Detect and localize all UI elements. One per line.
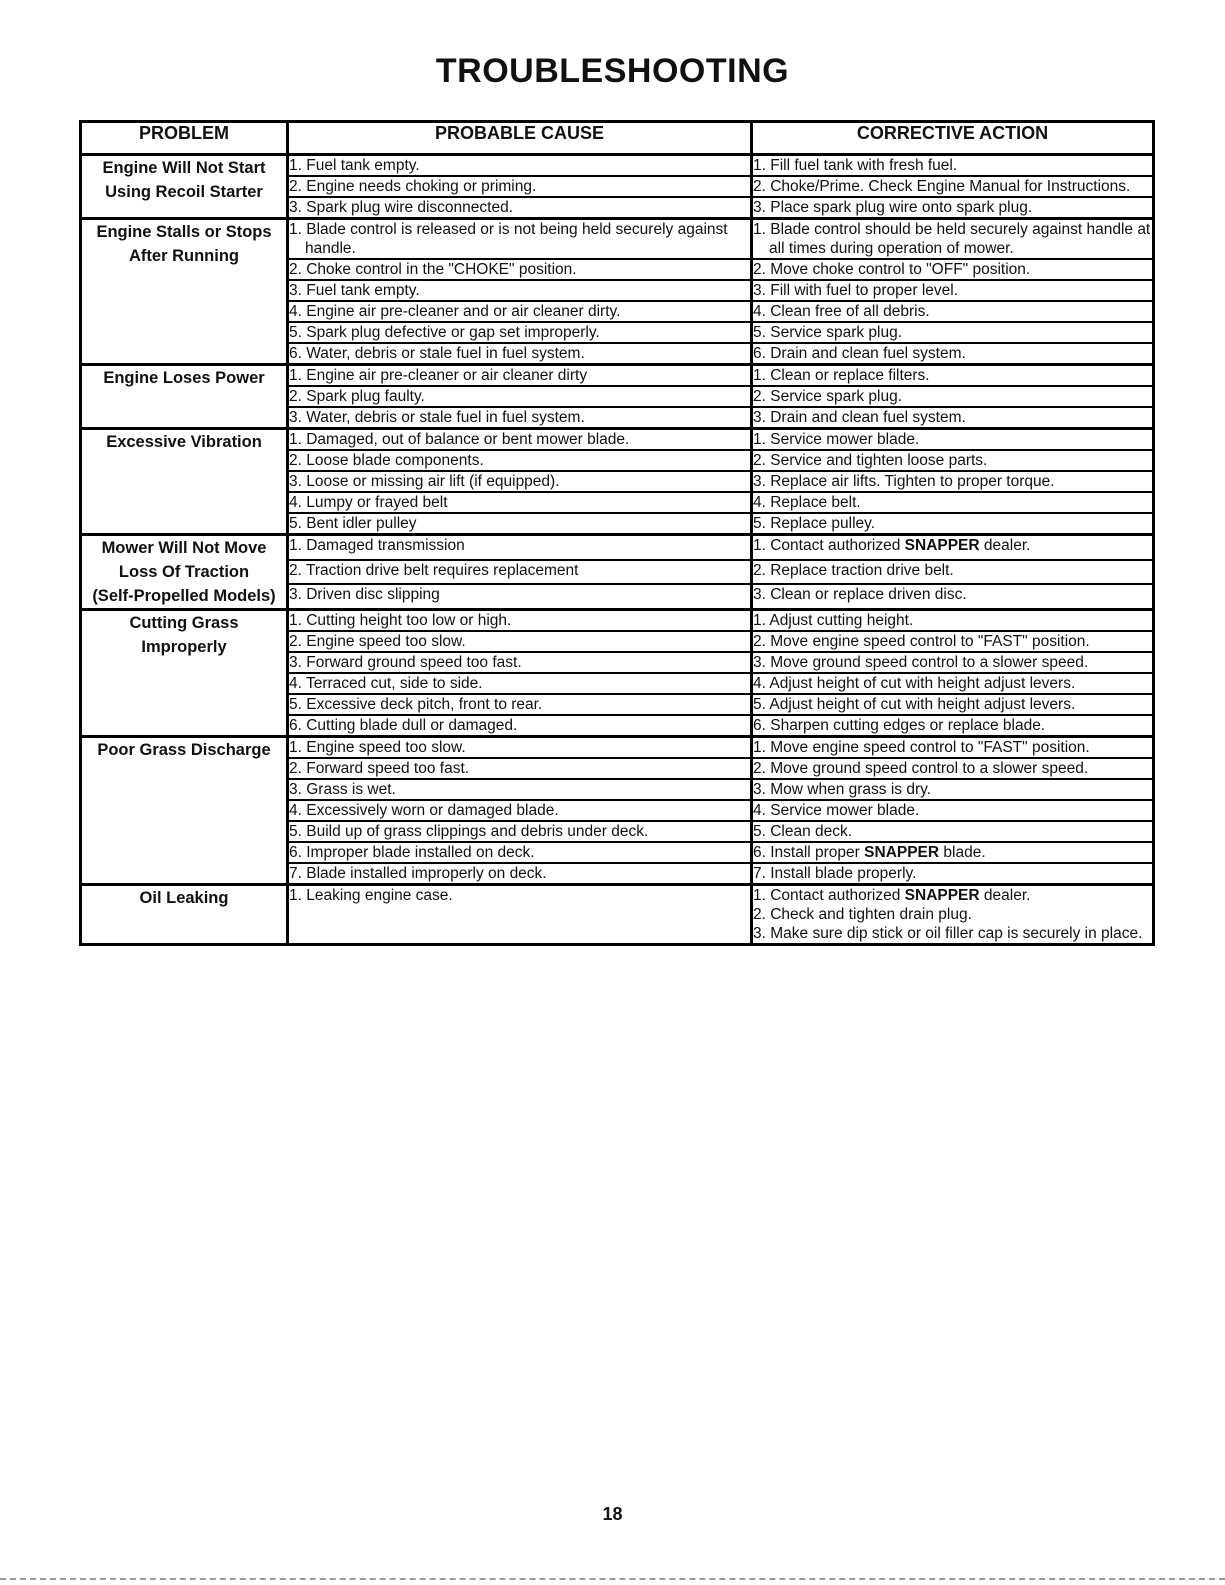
action-text: 2. Check and tighten drain plug. bbox=[753, 906, 972, 923]
header-problem: PROBLEM bbox=[81, 122, 288, 155]
cause-cell bbox=[288, 219, 752, 260]
problem-label: Mower Will Not Move bbox=[101, 539, 267, 557]
table-body bbox=[81, 155, 1154, 945]
action-cell bbox=[752, 513, 1154, 535]
action-text: 1. Blade control should be held securely against handle at all times during operation of mower. bbox=[753, 221, 1151, 257]
action-cell bbox=[752, 197, 1154, 219]
cause-text: 4. Lumpy or frayed belt bbox=[289, 494, 448, 511]
cause-text: 7. Blade installed improperly on deck. bbox=[289, 865, 547, 882]
brand-name: SNAPPER bbox=[904, 887, 980, 904]
problem-label: Using Recoil Starter bbox=[105, 183, 263, 201]
action-cell bbox=[752, 737, 1154, 759]
action-text: 2. Service and tighten loose parts. bbox=[753, 452, 988, 469]
cause-text: 5. Build up of grass clippings and debris under deck. bbox=[289, 823, 649, 840]
action-text: 1. Adjust cutting height. bbox=[753, 612, 914, 629]
action-text: 2. Service spark plug. bbox=[753, 388, 903, 405]
action-cell bbox=[752, 322, 1154, 343]
cause-cell bbox=[288, 471, 752, 492]
table-row bbox=[81, 155, 1154, 177]
action-text bbox=[753, 886, 1152, 905]
cause-cell bbox=[288, 610, 752, 632]
action-cell bbox=[752, 821, 1154, 842]
action-text: 5. Replace pulley. bbox=[753, 515, 876, 532]
action-text: 3. Make sure dip stick or oil filler cap is securely in place. bbox=[753, 925, 1143, 942]
problem-label: After Running bbox=[129, 247, 239, 265]
action-cell bbox=[752, 610, 1154, 632]
cause-text: 2. Engine needs choking or priming. bbox=[289, 178, 537, 195]
cause-text: 3. Grass is wet. bbox=[289, 781, 396, 798]
action-text: 5. Service spark plug. bbox=[753, 324, 903, 341]
cause-cell bbox=[288, 197, 752, 219]
cause-cell bbox=[288, 560, 752, 585]
cause-cell bbox=[288, 322, 752, 343]
action-text: 3. Replace air lifts. Tighten to proper torque. bbox=[753, 473, 1055, 490]
problem-label: Oil Leaking bbox=[139, 889, 229, 907]
cause-text: 1. Damaged, out of balance or bent mower blade. bbox=[289, 431, 630, 448]
action-cell bbox=[752, 176, 1154, 197]
cause-cell bbox=[288, 492, 752, 513]
troubleshooting-table bbox=[79, 120, 1155, 946]
action-cell bbox=[752, 694, 1154, 715]
cause-cell bbox=[288, 407, 752, 429]
page-edge-divider bbox=[0, 1578, 1225, 1580]
action-text: 3. Drain and clean fuel system. bbox=[753, 409, 966, 426]
table-row bbox=[81, 365, 1154, 387]
action-text: 6. Drain and clean fuel system. bbox=[753, 345, 966, 362]
action-cell bbox=[752, 631, 1154, 652]
cause-text: 4. Excessively worn or damaged blade. bbox=[289, 802, 559, 819]
action-cell bbox=[752, 673, 1154, 694]
action-text: 5. Clean deck. bbox=[753, 823, 853, 840]
action-cell bbox=[752, 842, 1154, 863]
action-text: 1. Fill fuel tank with fresh fuel. bbox=[753, 157, 958, 174]
cause-cell bbox=[288, 429, 752, 451]
cause-cell bbox=[288, 631, 752, 652]
cause-cell bbox=[288, 673, 752, 694]
cause-text: 3. Fuel tank empty. bbox=[289, 282, 420, 299]
cause-cell bbox=[288, 513, 752, 535]
brand-name: SNAPPER bbox=[864, 844, 940, 861]
cause-cell bbox=[288, 176, 752, 197]
table-row bbox=[81, 610, 1154, 632]
action-text: 4. Replace belt. bbox=[753, 494, 861, 511]
cause-cell bbox=[288, 386, 752, 407]
problem-cell bbox=[81, 155, 288, 219]
cause-text: 1. Engine air pre-cleaner or air cleaner dirty bbox=[289, 367, 588, 384]
action-text: 3. Place spark plug wire onto spark plug. bbox=[753, 199, 1033, 216]
action-cell bbox=[752, 800, 1154, 821]
action-text: 2. Choke/Prime. Check Engine Manual for Instructions. bbox=[753, 178, 1131, 195]
action-text-suffix: dealer. bbox=[979, 537, 1031, 554]
problem-label: (Self-Propelled Models) bbox=[92, 587, 276, 605]
action-text: 4. Clean free of all debris. bbox=[753, 303, 930, 320]
action-cell bbox=[752, 560, 1154, 585]
action-text-prefix: 1. Contact authorized bbox=[753, 887, 905, 904]
action-text: 4. Adjust height of cut with height adjust levers. bbox=[753, 675, 1076, 692]
action-cell bbox=[752, 343, 1154, 365]
action-cell bbox=[752, 259, 1154, 280]
table-row bbox=[81, 535, 1154, 560]
brand-name: SNAPPER bbox=[904, 537, 980, 554]
action-text: 2. Move engine speed control to "FAST" position. bbox=[753, 633, 1090, 650]
cause-cell bbox=[288, 779, 752, 800]
problem-label: Loss Of Traction bbox=[118, 563, 250, 581]
action-text-suffix: dealer. bbox=[979, 887, 1031, 904]
problem-cell bbox=[81, 429, 288, 535]
action-cell bbox=[752, 535, 1154, 560]
header-row bbox=[81, 122, 1154, 155]
problem-cell bbox=[81, 535, 288, 610]
action-text: 3. Fill with fuel to proper level. bbox=[753, 282, 959, 299]
problem-label: Poor Grass Discharge bbox=[97, 741, 271, 759]
action-cell bbox=[752, 365, 1154, 387]
cause-text: 3. Water, debris or stale fuel in fuel system. bbox=[289, 409, 585, 426]
action-text: 3. Clean or replace driven disc. bbox=[753, 586, 967, 604]
action-text: 5. Adjust height of cut with height adjust levers. bbox=[753, 696, 1076, 713]
table-row bbox=[81, 885, 1154, 945]
action-text: 1. Move engine speed control to "FAST" position. bbox=[753, 739, 1090, 756]
action-cell bbox=[752, 863, 1154, 885]
action-text: 2. Move ground speed control to a slower speed. bbox=[753, 760, 1089, 777]
cause-cell bbox=[288, 821, 752, 842]
action-text: 6. Sharpen cutting edges or replace blade. bbox=[753, 717, 1046, 734]
cause-cell bbox=[288, 737, 752, 759]
action-cell bbox=[752, 280, 1154, 301]
action-text: 4. Service mower blade. bbox=[753, 802, 920, 819]
cause-cell bbox=[288, 450, 752, 471]
cause-text: 2. Spark plug faulty. bbox=[289, 388, 425, 405]
action-cell bbox=[752, 758, 1154, 779]
problem-label: Improperly bbox=[141, 638, 227, 656]
problem-label: Engine Loses Power bbox=[103, 369, 265, 387]
problem-cell bbox=[81, 219, 288, 365]
cause-text: 6. Cutting blade dull or damaged. bbox=[289, 717, 518, 734]
cause-text: 6. Water, debris or stale fuel in fuel system. bbox=[289, 345, 585, 362]
cause-cell bbox=[288, 535, 752, 560]
cause-cell bbox=[288, 715, 752, 737]
cause-text: 1. Fuel tank empty. bbox=[289, 157, 420, 174]
action-cell bbox=[752, 386, 1154, 407]
action-cell bbox=[752, 219, 1154, 260]
action-text: 2. Replace traction drive belt. bbox=[753, 561, 954, 579]
action-cell bbox=[752, 885, 1154, 945]
action-cell bbox=[752, 584, 1154, 609]
cause-cell bbox=[288, 885, 752, 945]
cause-text: 1. Damaged transmission bbox=[289, 537, 465, 554]
cause-text: 3. Driven disc slipping bbox=[289, 586, 440, 604]
header-corrective-action: CORRECTIVE ACTION bbox=[752, 122, 1154, 155]
cause-cell bbox=[288, 280, 752, 301]
cause-text: 2. Choke control in the "CHOKE" position. bbox=[289, 261, 577, 278]
cause-cell bbox=[288, 694, 752, 715]
cause-text: 2. Loose blade components. bbox=[289, 452, 484, 469]
cause-cell bbox=[288, 365, 752, 387]
cause-text: 1. Cutting height too low or high. bbox=[289, 612, 512, 629]
problem-cell bbox=[81, 885, 288, 945]
problem-cell bbox=[81, 737, 288, 885]
page-number: 18 bbox=[602, 1504, 623, 1524]
cause-text: 4. Terraced cut, side to side. bbox=[289, 675, 483, 692]
cause-text: 2. Traction drive belt requires replacement bbox=[289, 561, 579, 579]
cause-cell bbox=[288, 842, 752, 863]
cause-text: 2. Forward speed too fast. bbox=[289, 760, 470, 777]
cause-text: 3. Forward ground speed too fast. bbox=[289, 654, 522, 671]
action-text: 3. Move ground speed control to a slower speed. bbox=[753, 654, 1089, 671]
problem-cell bbox=[81, 610, 288, 737]
action-cell bbox=[752, 779, 1154, 800]
cause-text: 1. Engine speed too slow. bbox=[289, 739, 466, 756]
cause-text: 5. Bent idler pulley bbox=[289, 515, 417, 532]
action-text bbox=[753, 843, 1152, 862]
problem-label: Engine Stalls or Stops bbox=[96, 223, 272, 241]
action-text: 1. Service mower blade. bbox=[753, 431, 920, 448]
problem-label: Excessive Vibration bbox=[106, 433, 262, 451]
action-text: 7. Install blade properly. bbox=[753, 865, 917, 882]
cause-text: 3. Loose or missing air lift (if equipped). bbox=[289, 473, 560, 490]
action-text: 3. Mow when grass is dry. bbox=[753, 781, 932, 798]
header-probable-cause: PROBABLE CAUSE bbox=[288, 122, 752, 155]
action-text bbox=[753, 536, 1152, 555]
action-cell bbox=[752, 407, 1154, 429]
table-row bbox=[81, 219, 1154, 260]
problem-cell bbox=[81, 365, 288, 429]
table-row bbox=[81, 429, 1154, 451]
cause-cell bbox=[288, 301, 752, 322]
action-text-prefix: 1. Contact authorized bbox=[753, 537, 905, 554]
cause-cell bbox=[288, 652, 752, 673]
cause-text: 1. Blade control is released or is not being held securely against handle. bbox=[289, 221, 728, 257]
action-cell bbox=[752, 429, 1154, 451]
action-text-suffix: blade. bbox=[939, 844, 986, 861]
cause-text: 4. Engine air pre-cleaner and or air cleaner dirty. bbox=[289, 303, 621, 320]
action-cell bbox=[752, 492, 1154, 513]
cause-text: 3. Spark plug wire disconnected. bbox=[289, 199, 514, 216]
cause-cell bbox=[288, 758, 752, 779]
cause-text: 1. Leaking engine case. bbox=[289, 887, 453, 904]
page-title: TROUBLESHOOTING bbox=[435, 52, 790, 90]
cause-cell bbox=[288, 800, 752, 821]
action-cell bbox=[752, 652, 1154, 673]
problem-label: Cutting Grass bbox=[129, 614, 239, 632]
cause-cell bbox=[288, 259, 752, 280]
cause-text: 5. Excessive deck pitch, front to rear. bbox=[289, 696, 543, 713]
action-cell bbox=[752, 715, 1154, 737]
action-text: 1. Clean or replace filters. bbox=[753, 367, 930, 384]
cause-text: 6. Improper blade installed on deck. bbox=[289, 844, 535, 861]
cause-cell bbox=[288, 343, 752, 365]
cause-cell bbox=[288, 155, 752, 177]
action-cell bbox=[752, 450, 1154, 471]
action-cell bbox=[752, 301, 1154, 322]
table-row bbox=[81, 737, 1154, 759]
action-cell bbox=[752, 155, 1154, 177]
cause-cell bbox=[288, 584, 752, 609]
cause-text: 2. Engine speed too slow. bbox=[289, 633, 466, 650]
cause-text: 5. Spark plug defective or gap set improperly. bbox=[289, 324, 600, 341]
action-text: 2. Move choke control to "OFF" position. bbox=[753, 261, 1031, 278]
problem-label: Engine Will Not Start bbox=[102, 159, 266, 177]
cause-cell bbox=[288, 863, 752, 885]
action-text-prefix: 6. Install proper bbox=[753, 844, 865, 861]
action-cell bbox=[752, 471, 1154, 492]
